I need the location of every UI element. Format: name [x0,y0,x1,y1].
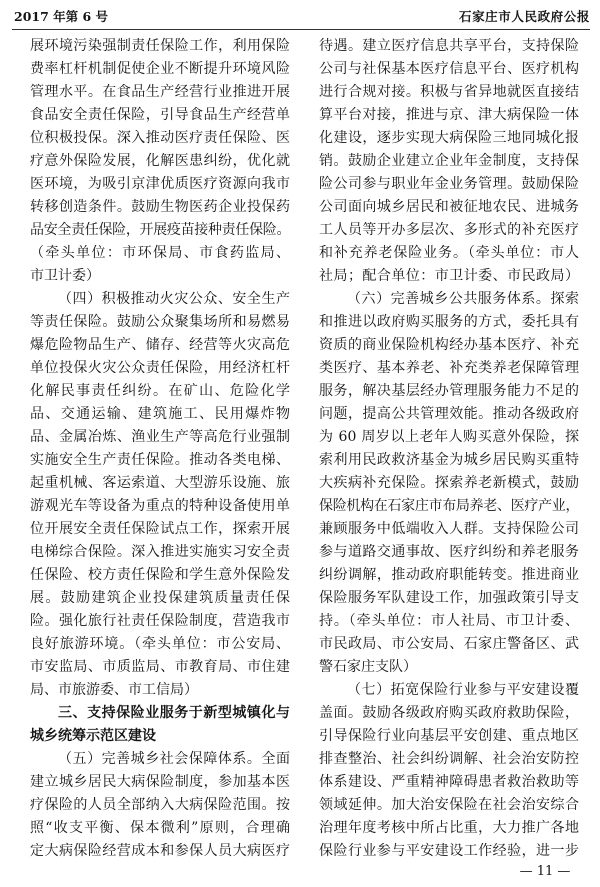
paragraph [30,35,290,288]
text-line: 品安全责任保险，开展疫苗接种责任保险。 [30,222,290,238]
text-line: 公司与社保基本医疗信息平台、医疗机构 [319,61,579,77]
paragraph [319,35,579,288]
text-line: 体系建设、严重精神障碍患者救治救助等 [319,774,579,790]
text-line: 化建设，逐步实现大病保险三地同城化报 [319,130,579,146]
text-line: 领域延伸。加大治安保险在社会治安综合 [319,797,579,813]
text-line: 险公司参与职业年金业务管理。鼓励保险 [319,176,579,192]
text-line: 实施安全生产责任保险。推动各类电梯、 [30,452,290,468]
text-line: 品、金属冶炼、渔业生产等高危行业强制 [30,429,290,445]
text-line: 费率杠杆机制促使企业不断提升环境风险 [30,61,290,77]
text-line: 单位投保火灾公众责任保险，用经济杠杆 [30,360,290,376]
text-line: 品、交通运输、建筑施工、民用爆炸物 [30,406,290,422]
text-run: 鼓励各级政府购买政府救助保险， [362,705,580,721]
publication-title: 石家庄市人民政府公报 [458,9,590,24]
text-line: 市安监局、市质监局、市教育局、市住建 [30,659,290,675]
text-line: 工人员等开办多层次、多形式的补充医疗 [319,222,579,238]
text-line: 保险机构在石家庄市布局养老、医疗产业， [319,498,579,514]
text-line: 市卫计委） [30,268,100,284]
text-line: 排查整治、社会纠纷调解、社会治安防控 [319,751,579,767]
text-line: 城乡统筹示范区建设 [30,728,156,744]
text-line: 销。鼓励企业建立企业年金制度，支持保 [319,153,579,169]
text-line: （牵头单位：市环保局、市食药监局、 [30,245,290,261]
text-line: 良好旅游环境。（牵头单位：市公安局、 [30,636,290,652]
text-line: 问题，提高公共管理效能。推动各级政府 [319,406,579,422]
text-line: 三、支持保险业服务于新型城镇化与 [58,705,290,721]
text-line: 为 60 周岁以上老年人购买意外保险，探 [319,429,579,445]
text-line: 起重机械、客运索道、大型游乐设施、旅 [30,475,290,491]
text-line: 电梯综合保险。深入推进实施实习安全责 [30,544,290,560]
subsection-heading: （六）完善城乡公共服务体系。 [347,291,551,307]
text-line: 兼顾服务中低端收入人群。支持保险公司 [319,521,579,537]
section-heading [30,702,290,748]
text-line: 展环境污染强制责任保险工作，利用保险 [30,38,290,54]
subsection-heading: 盖面。 [319,705,363,721]
text-line: 险。强化旅行社责任保险制度，营造我市 [30,613,290,629]
text-line: 保险行业参与平安建设工作经验，进一步 [319,843,579,859]
text-line: 位积极投保。深入推动医疗责任保险、医 [30,130,290,146]
text-run: 探索 [550,291,580,307]
text-line: 转移创造条件。鼓励生物医药企业投保药 [30,199,290,215]
paragraph [319,288,579,679]
text-run: 全面 [261,751,291,767]
issue-number: 2017 年第 6 号 [14,9,109,24]
header-rule [12,29,590,30]
text-line: 参与道路交通事故、医疗纠纷和养老服务 [319,544,579,560]
paragraph [30,288,290,702]
text-line: 和补充养老保险业务。（牵头单位：市人 [319,245,579,261]
text-line: 爆危险物品生产、储存、经营等火灾高危 [30,337,290,353]
text-line: 任保险、校方责任保险和学生意外保险发 [30,567,290,583]
text-line: 算平台对接，推进与京、津大病保险一体 [319,107,579,123]
text-line [30,288,290,311]
text-line: 疗保险的人员全部纳入大病保险范围。按 [30,797,290,813]
text-line: 和推进以政府购买服务的方式，委托具有 [319,314,579,330]
text-line: 保险服务军队建设工作，加强政策引导支 [319,590,579,606]
text-line [319,288,579,311]
text-line: 服务，解决基层经办管理服务能力不足的 [319,383,579,399]
left-column [30,35,290,863]
text-line: 引导保险行业向基层平安创建、重点地区 [319,728,579,744]
text-line: 位开展安全责任保险试点工作，探索开展 [30,521,290,537]
text-line: 类医疗、基本养老、补充类养老保障管理 [319,360,579,376]
subsection-heading: 等责任保险。 [30,314,117,330]
text-line: 局、市旅游委、市工信局） [30,682,198,698]
text-line: 大疾病补充保险。探索养老新模式，鼓励 [319,475,579,491]
text-line: 管理水平。在食品生产经营行业推进开展 [30,84,290,100]
text-line [319,702,579,725]
text-line: 进行合规对接。积极与省异地就医直接结 [319,84,579,100]
text-line: 游观光车等设备为重点的特种设备使用单 [30,498,290,514]
page-number: — 11 — [519,864,571,879]
subsection-heading: （四）积极推动火灾公众、安全生产 [58,291,290,307]
subsection-heading: （五）完善城乡社会保障体系。 [58,751,262,767]
text-line: 定大病保险经营成本和参保人员大病医疗 [30,843,290,859]
text-line: 医环境，为吸引京津优质医疗资源向我市 [30,176,290,192]
text-line: 警石家庄支队） [319,659,417,675]
text-line [30,311,290,334]
text-line: 索利用民政救济基金为城乡居民购买重特 [319,452,579,468]
subsection-heading: （七）拓宽保险行业参与平安建设覆 [347,682,579,698]
text-line: 社局；配合单位：市卫计委、市民政局） [319,268,579,284]
text-line: 化解民事责任纠纷。在矿山、危险化学 [30,383,290,399]
text-line: 持。（牵头单位：市人社局、市卫计委、 [319,613,579,629]
text-run: 鼓励公众聚集场所和易燃易 [116,314,291,330]
paragraph [319,679,579,863]
text-line: 治理年度考核中所占比重，大力推广各地 [319,820,579,836]
text-line: 资质的商业保险机构经办基本医疗、补充 [319,337,579,353]
text-line: 纠纷调解，推动政府职能转变。推进商业 [319,567,579,583]
text-line: 疗意外保险发展，化解医患纠纷，优化就 [30,153,290,169]
paragraph [30,748,290,863]
text-line: 照“收支平衡、保本微利”原则，合理确 [30,820,290,836]
text-line: 展。鼓励建筑企业投保建筑质量责任保 [30,590,290,606]
right-column [319,35,579,863]
text-line [319,679,579,702]
text-line: 市民政局、市公安局、石家庄警备区、武 [319,636,579,652]
text-line: 建立城乡居民大病保险制度，参加基本医 [30,774,290,790]
text-line: 食品安全责任保险，引导食品生产经营单 [30,107,290,123]
text-line: 待遇。建立医疗信息共享平台，支持保险 [319,38,579,54]
text-line [30,748,290,771]
text-line: 公司面向城乡居民和被征地农民、进城务 [319,199,579,215]
